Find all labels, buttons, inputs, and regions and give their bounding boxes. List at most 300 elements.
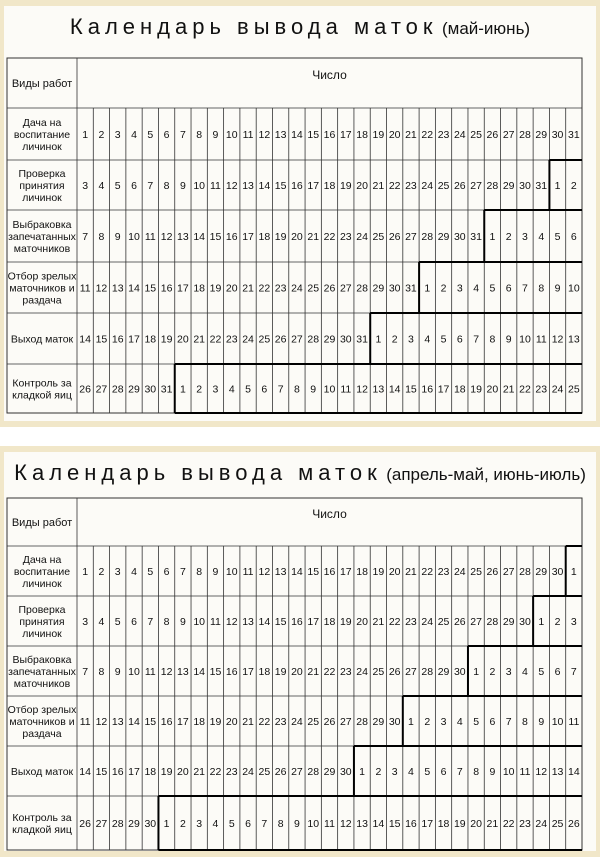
day-cell: 1 <box>554 180 561 192</box>
day-cell: 23 <box>405 616 417 628</box>
row-label: личинок <box>22 141 62 153</box>
day-cell: 4 <box>98 180 105 192</box>
day-cell: 29 <box>502 180 515 192</box>
day-cell: 24 <box>453 566 466 578</box>
day-cell: 1 <box>473 666 480 678</box>
day-cell: 31 <box>535 180 548 192</box>
day-cell: 12 <box>339 818 352 830</box>
day-cell: 22 <box>209 766 222 778</box>
day-cell: 11 <box>340 383 352 396</box>
day-cell: 29 <box>535 566 548 578</box>
day-cell: 3 <box>391 766 398 778</box>
day-cell: 11 <box>144 231 156 243</box>
row-label: принятия <box>19 616 65 628</box>
day-cell: 28 <box>111 383 124 396</box>
day-cell: 29 <box>128 818 140 830</box>
day-cell: 2 <box>489 666 496 678</box>
day-cell: 19 <box>470 383 482 396</box>
day-cell: 22 <box>388 180 401 192</box>
day-cell: 18 <box>356 566 368 578</box>
day-cell: 25 <box>470 129 482 141</box>
day-cell: 24 <box>291 282 303 295</box>
day-cell: 21 <box>502 383 515 396</box>
day-cell: 10 <box>225 566 238 578</box>
day-cell: 20 <box>225 282 238 295</box>
day-cell: 13 <box>372 383 385 396</box>
day-cell: 27 <box>291 766 303 778</box>
day-cell: 30 <box>339 333 352 346</box>
day-cell: 24 <box>453 129 466 141</box>
row-label: запечатанных <box>8 231 76 243</box>
day-cell: 6 <box>163 129 170 141</box>
day-cell: 22 <box>323 231 336 243</box>
day-cell: 22 <box>209 333 222 346</box>
day-cell: 8 <box>163 616 170 628</box>
day-cell: 17 <box>421 818 434 830</box>
day-cell: 13 <box>356 818 368 830</box>
day-cell: 10 <box>193 616 206 628</box>
day-cell: 7 <box>505 716 512 728</box>
day-cell: 15 <box>307 129 320 141</box>
day-cell: 4 <box>473 282 480 295</box>
day-cell: 23 <box>225 333 238 346</box>
day-cell: 19 <box>372 566 385 578</box>
day-cell: 11 <box>79 716 91 728</box>
day-cell: 26 <box>323 716 336 728</box>
day-cell: 14 <box>291 566 303 578</box>
day-cell: 27 <box>405 666 417 678</box>
row-label: маточников <box>13 678 71 690</box>
day-cell: 7 <box>82 666 89 678</box>
day-cell: 20 <box>356 616 368 628</box>
calendar-may-june <box>0 0 600 427</box>
day-cell: 29 <box>372 716 385 728</box>
day-cell: 9 <box>212 566 219 578</box>
day-cell: 20 <box>177 766 189 778</box>
day-cell: 27 <box>405 231 417 243</box>
day-cell: 5 <box>489 282 496 295</box>
day-cell: 19 <box>372 129 385 141</box>
day-cell: 26 <box>453 180 466 192</box>
day-cell: 14 <box>193 666 206 678</box>
day-cell: 27 <box>502 129 515 141</box>
day-cell: 11 <box>79 282 91 295</box>
row-label: Выход маток <box>10 766 74 778</box>
day-cell: 27 <box>470 616 482 628</box>
row-label: Выбраковка <box>12 654 72 666</box>
row-label: маточников и <box>9 716 75 728</box>
calendar-table <box>0 446 600 857</box>
day-cell: 19 <box>160 766 173 778</box>
day-cell: 18 <box>193 716 206 728</box>
row-label: маточников <box>13 243 71 255</box>
calendar-title-main: Календарь вывода маток <box>14 460 382 485</box>
day-cell: 3 <box>456 282 463 295</box>
day-cell: 26 <box>486 129 499 141</box>
day-cell: 28 <box>486 616 499 628</box>
day-cell: 21 <box>405 129 417 141</box>
day-cell: 10 <box>225 129 238 141</box>
day-cell: 14 <box>372 818 385 830</box>
day-cell: 1 <box>82 129 89 141</box>
day-cell: 5 <box>114 616 121 628</box>
day-cell: 8 <box>277 818 284 830</box>
day-cell: 3 <box>82 616 89 628</box>
row-label: раздача <box>22 294 62 307</box>
day-cell: 26 <box>388 231 401 243</box>
day-cell: 23 <box>274 716 287 728</box>
day-cell: 16 <box>291 616 303 628</box>
day-cell: 12 <box>258 129 271 141</box>
day-cell: 17 <box>128 333 140 346</box>
day-cell: 20 <box>486 383 499 396</box>
day-cell: 6 <box>456 333 463 346</box>
day-cell: 16 <box>160 282 173 295</box>
day-cell: 2 <box>391 333 398 346</box>
day-cell: 5 <box>554 231 561 243</box>
day-cell: 5 <box>114 180 121 192</box>
day-cell: 14 <box>568 766 580 778</box>
day-cell: 6 <box>245 818 251 830</box>
day-cell: 23 <box>339 231 352 243</box>
day-cell: 1 <box>163 818 170 830</box>
day-cell: 30 <box>339 766 352 778</box>
day-cell: 21 <box>486 818 499 830</box>
day-cell: 9 <box>554 282 561 295</box>
day-cell: 17 <box>437 383 450 396</box>
day-cell: 23 <box>274 282 287 295</box>
day-cell: 25 <box>551 818 564 830</box>
day-cell: 11 <box>568 716 580 728</box>
day-cell: 11 <box>519 766 531 778</box>
day-cell: 8 <box>196 129 203 141</box>
day-cell: 13 <box>242 616 254 628</box>
day-cell: 7 <box>570 666 577 678</box>
row-label: Проверка <box>18 604 66 616</box>
day-cell: 19 <box>339 616 352 628</box>
day-cell: 12 <box>356 383 368 396</box>
day-cell: 25 <box>568 383 580 396</box>
day-cell: 6 <box>163 566 170 578</box>
day-cell: 2 <box>440 282 447 295</box>
day-cell: 10 <box>193 180 206 192</box>
day-cell: 28 <box>421 231 434 243</box>
day-cell: 11 <box>242 129 254 141</box>
calendar-apr-may-jun-jul <box>0 446 600 857</box>
header-number: Число <box>312 507 347 521</box>
day-cell: 6 <box>440 766 447 778</box>
day-cell: 14 <box>258 180 271 192</box>
day-cell: 18 <box>144 333 157 346</box>
day-cell: 27 <box>95 818 108 830</box>
day-cell: 16 <box>111 766 124 778</box>
day-cell: 12 <box>160 666 173 678</box>
day-cell: 25 <box>372 666 385 678</box>
day-cell: 30 <box>144 818 157 830</box>
day-cell: 26 <box>568 818 580 830</box>
day-cell: 14 <box>291 129 303 141</box>
day-cell: 9 <box>114 666 121 678</box>
day-cell: 12 <box>95 716 108 728</box>
day-cell: 29 <box>502 616 515 628</box>
day-cell: 10 <box>519 333 531 346</box>
day-cell: 1 <box>489 231 496 243</box>
day-cell: 3 <box>114 566 121 578</box>
day-cell: 11 <box>242 566 254 578</box>
day-cell: 28 <box>486 180 499 192</box>
day-cell: 11 <box>324 818 335 830</box>
day-cell: 4 <box>456 716 463 728</box>
day-cell: 26 <box>323 282 336 295</box>
day-cell: 15 <box>209 231 222 243</box>
day-cell: 21 <box>193 333 206 346</box>
day-cell: 21 <box>193 766 206 778</box>
day-cell: 15 <box>144 282 157 295</box>
row-label: Контроль за <box>12 812 72 824</box>
day-cell: 13 <box>242 180 254 192</box>
day-cell: 2 <box>179 818 186 830</box>
day-cell: 31 <box>160 383 173 396</box>
day-cell: 30 <box>144 383 157 396</box>
row-label: воспитание <box>13 566 71 578</box>
day-cell: 12 <box>535 766 548 778</box>
day-cell: 30 <box>551 566 564 578</box>
row-label: маточников и <box>9 282 75 295</box>
day-cell: 7 <box>82 231 89 243</box>
day-cell: 20 <box>388 129 401 141</box>
day-cell: 7 <box>147 180 154 192</box>
day-cell: 30 <box>551 129 564 141</box>
day-cell: 21 <box>372 180 385 192</box>
day-cell: 2 <box>505 231 512 243</box>
day-cell: 18 <box>144 766 157 778</box>
day-cell: 10 <box>502 766 515 778</box>
day-cell: 2 <box>196 383 203 396</box>
day-cell: 17 <box>307 180 320 192</box>
day-cell: 5 <box>147 129 154 141</box>
day-cell: 28 <box>356 282 368 295</box>
day-cell: 25 <box>372 231 385 243</box>
day-cell: 8 <box>98 231 105 243</box>
day-cell: 26 <box>274 766 287 778</box>
day-cell: 7 <box>147 616 154 628</box>
day-cell: 19 <box>209 282 222 295</box>
day-cell: 24 <box>535 818 548 830</box>
day-cell: 1 <box>408 716 414 728</box>
day-cell: 13 <box>274 129 287 141</box>
day-cell: 6 <box>489 716 496 728</box>
day-cell: 27 <box>339 716 352 728</box>
day-cell: 2 <box>375 766 382 778</box>
day-cell: 21 <box>307 231 320 243</box>
day-cell: 30 <box>519 616 531 628</box>
day-cell: 1 <box>179 383 186 396</box>
day-cell: 9 <box>179 616 186 628</box>
day-cell: 26 <box>388 666 401 678</box>
day-cell: 2 <box>570 180 577 192</box>
day-cell: 16 <box>405 818 417 830</box>
day-cell: 15 <box>274 180 287 192</box>
day-cell: 28 <box>307 766 320 778</box>
day-cell: 9 <box>212 129 219 141</box>
day-cell: 18 <box>258 231 271 243</box>
day-cell: 5 <box>245 383 251 396</box>
day-cell: 20 <box>388 566 401 578</box>
row-label: кладкой яиц <box>12 824 72 836</box>
day-cell: 27 <box>339 282 352 295</box>
day-cell: 10 <box>323 383 336 396</box>
day-cell: 9 <box>538 716 545 728</box>
day-cell: 12 <box>225 180 238 192</box>
day-cell: 12 <box>225 616 238 628</box>
day-cell: 16 <box>225 231 238 243</box>
day-cell: 5 <box>424 766 431 778</box>
day-cell: 17 <box>307 616 320 628</box>
day-cell: 7 <box>179 566 186 578</box>
day-cell: 14 <box>258 616 271 628</box>
day-cell: 6 <box>505 282 512 295</box>
day-cell: 9 <box>489 766 496 778</box>
day-cell: 10 <box>128 231 140 243</box>
day-cell: 1 <box>570 566 577 578</box>
day-cell: 22 <box>421 129 434 141</box>
day-cell: 30 <box>388 716 401 728</box>
day-cell: 29 <box>323 766 336 778</box>
day-cell: 30 <box>453 666 466 678</box>
day-cell: 8 <box>473 766 480 778</box>
day-cell: 29 <box>437 666 450 678</box>
day-cell: 20 <box>291 231 303 243</box>
day-cell: 4 <box>522 666 528 678</box>
day-cell: 13 <box>551 766 564 778</box>
day-cell: 13 <box>568 333 580 346</box>
calendar-title-main: Календарь вывода маток <box>69 14 438 39</box>
day-cell: 21 <box>372 616 385 628</box>
day-cell: 22 <box>323 666 336 678</box>
day-cell: 3 <box>440 716 447 728</box>
day-cell: 28 <box>356 716 368 728</box>
row-label: личинок <box>22 628 62 640</box>
row-label: принятия <box>19 180 65 192</box>
day-cell: 14 <box>193 231 206 243</box>
day-cell: 1 <box>424 282 431 295</box>
day-cell: 28 <box>307 333 320 346</box>
day-cell: 23 <box>535 383 548 396</box>
day-cell: 31 <box>405 282 417 295</box>
day-cell: 8 <box>489 333 496 346</box>
day-cell: 15 <box>307 566 320 578</box>
day-cell: 5 <box>228 818 235 830</box>
row-label: Выбраковка <box>12 219 72 231</box>
day-cell: 25 <box>307 282 320 295</box>
day-cell: 9 <box>505 333 512 346</box>
day-cell: 21 <box>405 566 417 578</box>
day-cell: 14 <box>388 383 401 396</box>
day-cell: 20 <box>291 666 303 678</box>
day-cell: 30 <box>519 180 531 192</box>
day-cell: 8 <box>522 716 528 728</box>
day-cell: 3 <box>196 818 203 830</box>
day-cell: 13 <box>274 566 287 578</box>
day-cell: 12 <box>258 566 271 578</box>
day-cell: 25 <box>437 180 450 192</box>
day-cell: 26 <box>79 818 91 830</box>
row-label: Дача на <box>22 554 62 566</box>
day-cell: 5 <box>147 566 154 578</box>
day-cell: 19 <box>274 231 287 243</box>
day-cell: 18 <box>453 383 466 396</box>
day-cell: 26 <box>79 383 91 396</box>
day-cell: 18 <box>437 818 450 830</box>
day-cell: 10 <box>128 666 140 678</box>
day-cell: 11 <box>144 666 156 678</box>
day-cell: 7 <box>456 766 463 778</box>
day-cell: 30 <box>453 231 466 243</box>
day-cell: 8 <box>293 383 300 396</box>
day-cell: 16 <box>111 333 124 346</box>
day-cell: 4 <box>131 566 137 578</box>
day-cell: 27 <box>502 566 515 578</box>
day-cell: 24 <box>421 616 434 628</box>
day-cell: 23 <box>405 180 417 192</box>
day-cell: 21 <box>242 282 254 295</box>
day-cell: 14 <box>79 766 91 778</box>
day-cell: 15 <box>144 716 157 728</box>
day-cell: 27 <box>470 180 482 192</box>
day-cell: 12 <box>160 231 173 243</box>
row-label: Дача на <box>22 117 62 129</box>
day-cell: 18 <box>356 129 368 141</box>
day-cell: 16 <box>323 129 336 141</box>
day-cell: 8 <box>98 666 105 678</box>
day-cell: 11 <box>210 180 221 192</box>
day-cell: 22 <box>421 566 434 578</box>
day-cell: 4 <box>98 616 105 628</box>
day-cell: 16 <box>160 716 173 728</box>
day-cell: 28 <box>519 566 531 578</box>
row-label: личинок <box>22 192 62 204</box>
day-cell: 18 <box>258 666 271 678</box>
day-cell: 11 <box>535 333 547 346</box>
day-cell: 2 <box>98 129 105 141</box>
day-cell: 16 <box>421 383 434 396</box>
day-cell: 19 <box>160 333 173 346</box>
day-cell: 24 <box>551 383 564 396</box>
day-cell: 29 <box>372 282 385 295</box>
row-label: Выход маток <box>10 333 74 346</box>
row-label: кладкой яиц <box>12 389 72 402</box>
day-cell: 27 <box>95 383 108 396</box>
day-cell: 8 <box>196 566 203 578</box>
header-work-types: Виды работ <box>11 517 73 529</box>
day-cell: 22 <box>258 282 271 295</box>
day-cell: 2 <box>424 716 431 728</box>
day-cell: 7 <box>277 383 284 396</box>
day-cell: 4 <box>538 231 545 243</box>
row-label: раздача <box>22 728 62 740</box>
day-cell: 29 <box>437 231 450 243</box>
day-cell: 6 <box>131 616 137 628</box>
day-cell: 19 <box>274 666 287 678</box>
day-cell: 22 <box>519 383 531 396</box>
day-cell: 14 <box>128 282 140 295</box>
day-cell: 3 <box>408 333 414 346</box>
day-cell: 14 <box>128 716 140 728</box>
day-cell: 23 <box>225 766 238 778</box>
day-cell: 21 <box>307 666 320 678</box>
day-cell: 9 <box>179 180 186 192</box>
day-cell: 8 <box>538 282 545 295</box>
